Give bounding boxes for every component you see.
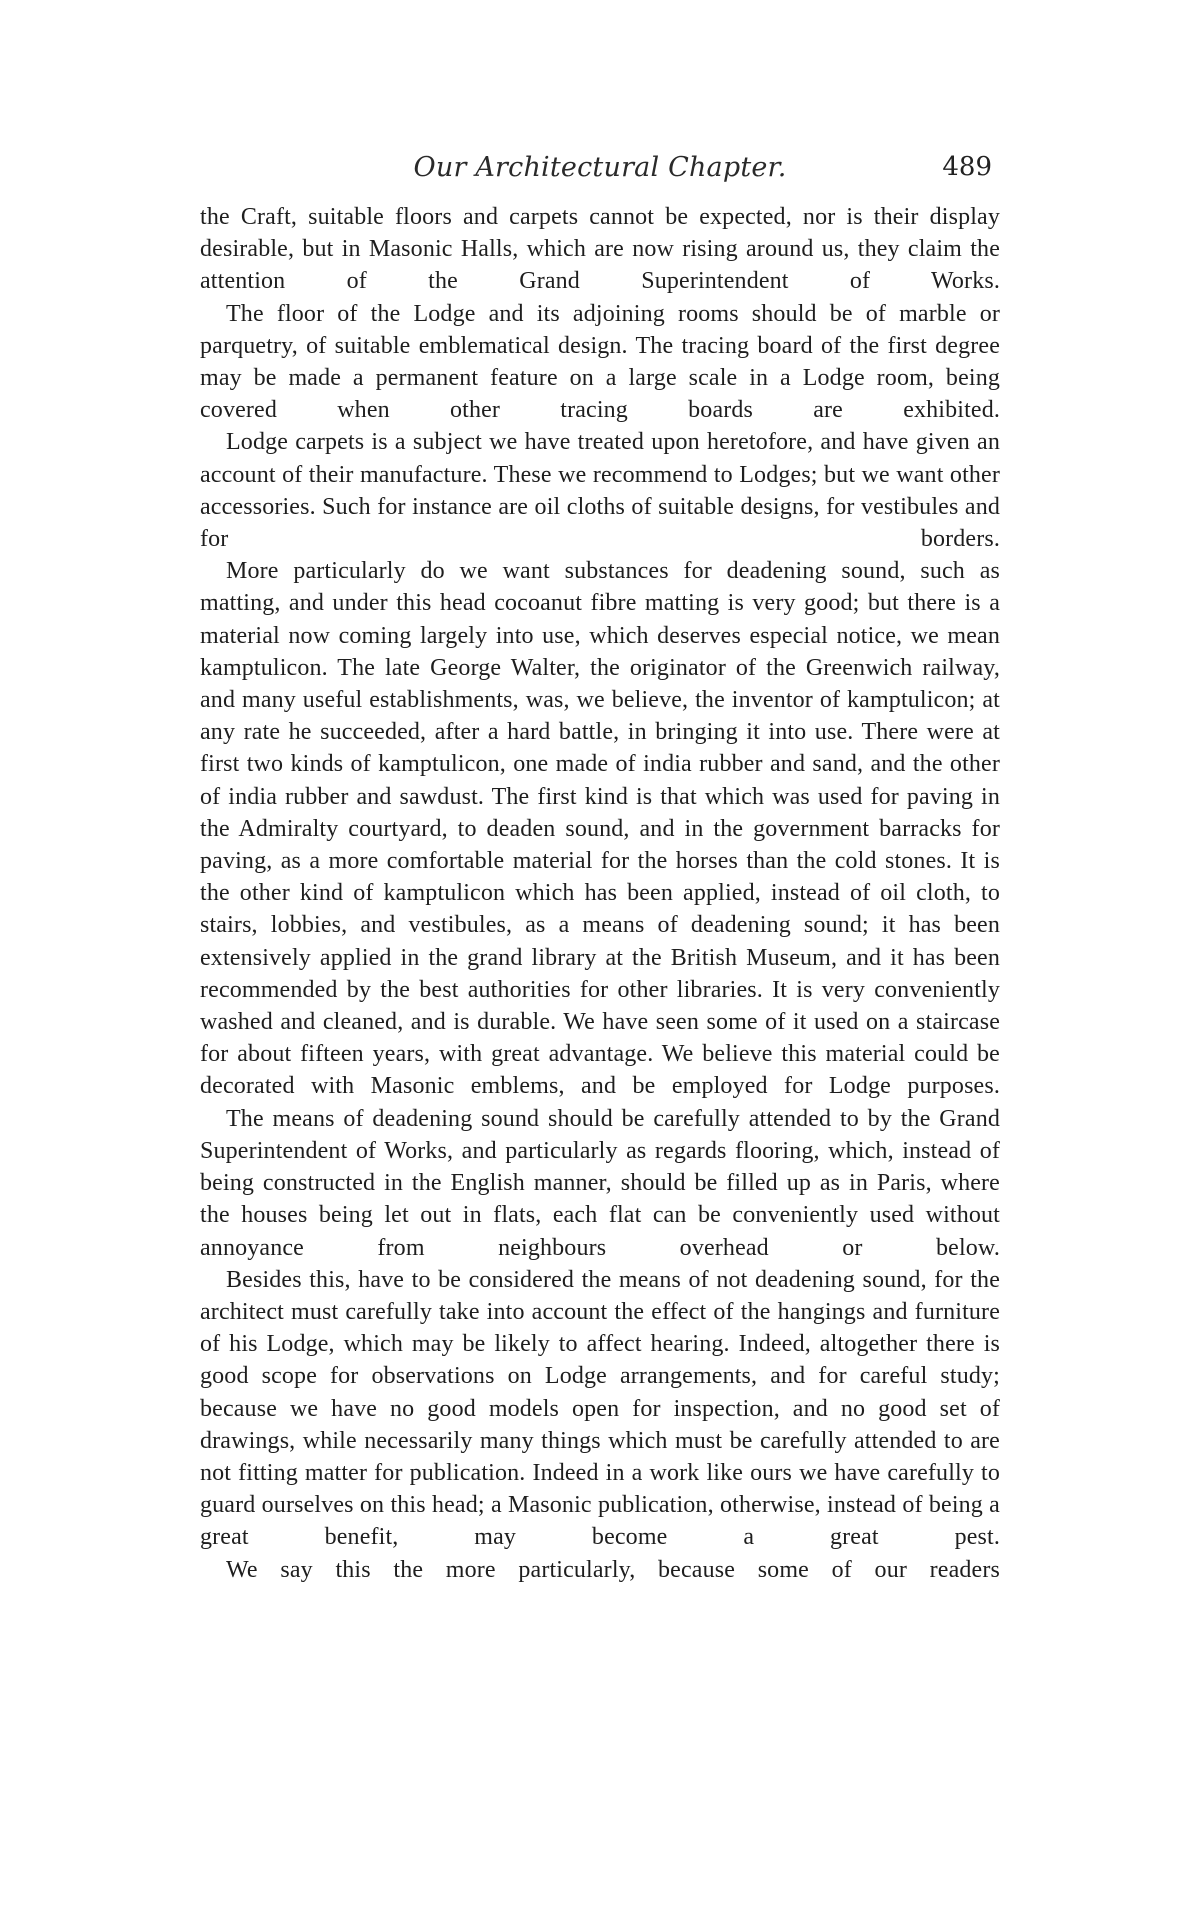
- paragraph-kamptulicon: More particularly do we want substances for deadening sound, such as matting, and under this head cocoanut fibre matting is very good; but there is a material now coming largely into use, which deserves especial notice, we mean kamptulicon. The late George Walter, the originator of the Greenwich railway, and many useful establishments, was, we believe, the inventor of kamptulicon; at any rate he succeeded, after a hard battle, in bringing it into use. There were at first two kinds of kamptulicon, one made of india rubber and sand, and the other of india rubber and sawdust. The first kind is that which was used for paving in the Admiralty courtyard, to deaden sound, and in the government barracks for paving, as a more comfortable material for the horses than the cold stones. It is the other kind of kamptulicon which has been applied, instead of oil cloth, to stairs, lobbies, and vestibules, as a means of deadening sound; it has been extensively applied in the grand library at the British Museum, and it has been recommended by the best authorities for other libraries. It is very conveniently washed and cleaned, and is durable. We have seen some of it used on a staircase for about fifteen years, with great advantage. We believe this material could be decorated with Masonic emblems, and be employed for Lodge purposes.: [200, 558, 1000, 1100]
- running-title: Our Architectural Chapter.: [413, 152, 787, 183]
- running-header: [200, 152, 1000, 192]
- paragraph-floor: The floor of the Lodge and its adjoining rooms should be of marble or parquetry, of suitable emblematical design. The tracing board of the first degree may be made a permanent feature on a large scale in a Lodge room, being covered when other tracing boards are exhibited.: [200, 300, 1000, 424]
- paragraph-closing: We say this the more particularly, because some of our readers: [226, 1556, 1000, 1583]
- paragraph-continued: the Craft, suitable floors and carpets cannot be expected, nor is their display desirable, but in Masonic Halls, which are now rising around us, they claim the attention of the Grand Superintendent of Works.: [200, 204, 1000, 295]
- body-text: [200, 201, 1000, 1586]
- paragraph-carpets: Lodge carpets is a subject we have treated upon heretofore, and have given an account of their manufacture. These we recommend to Lodges; but we want other accessories. Such for instance are oil cloths of suitable designs, for vestibules and for borders.: [200, 429, 1000, 553]
- paragraph-lodge-arrangements: Besides this, have to be considered the means of not deadening sound, for the architect must carefully take into account the effect of the hangings and furniture of his Lodge, which may be likely to affect hearing. Indeed, altogether there is good scope for observations on Lodge arrangements, and for careful study; because we have no good models open for inspection, and no good set of drawings, while necessarily many things which must be carefully attended to are not fitting matter for publication. Indeed in a work like ours we have carefully to guard ourselves on this head; a Masonic publication, otherwise, instead of being a great benefit, may become a great pest.: [200, 1266, 1000, 1551]
- page-number: 489: [942, 152, 992, 182]
- paragraph-deadening-sound: The means of deadening sound should be carefully attended to by the Grand Superintendent of Works, and particularly as regards flooring, which, instead of being constructed in the English manner, should be filled up as in Paris, where the houses being let out in flats, each flat can be conveniently used without annoyance from neighbours overhead or below.: [200, 1105, 1000, 1261]
